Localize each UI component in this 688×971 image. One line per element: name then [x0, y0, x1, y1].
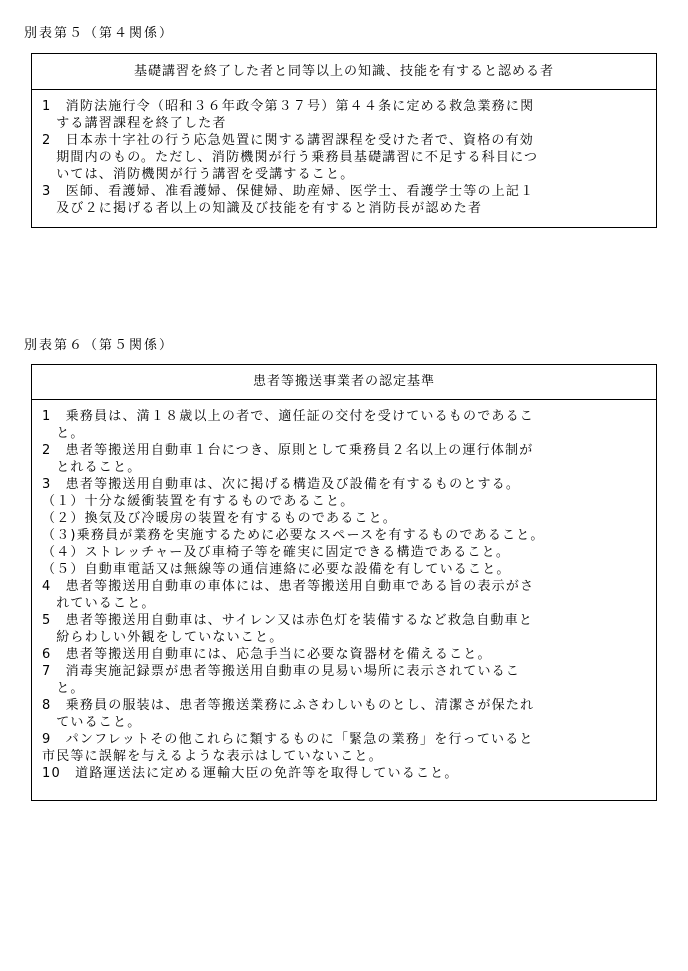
table2-body [32, 400, 656, 782]
list-item: 1 消防法施行令（昭和３６年政令第３７号）第４４条に定める救急業務に関 [42, 99, 535, 114]
list-item: 2 日本赤十字社の行う応急処置に関する講習課程を受けた者で、資格の有効 [42, 133, 535, 148]
table2-header: 患者等搬送事業者の認定基準 [32, 365, 656, 400]
list-item: （４）ストレッチャー及び車椅子等を確実に固定できる構造であること。 [42, 545, 511, 560]
list-item: 及び２に掲げる者以上の知識及び技能を有すると消防長が認めた者 [42, 201, 483, 216]
list-item: 7 消毒実施記録票が患者等搬送用自動車の見易い場所に表示されているこ [42, 664, 521, 679]
list-item: 4 患者等搬送用自動車の車体には、患者等搬送用自動車である旨の表示がさ [42, 579, 535, 594]
list-item: 6 患者等搬送用自動車には、応急手当に必要な資器材を備えること。 [42, 647, 492, 662]
list-item: （２）換気及び冷暖房の装置を有するものであること。 [42, 511, 398, 526]
list-item: ていること。 [42, 715, 142, 730]
list-item: 市民等に誤解を与えるような表示はしていないこと。 [42, 749, 383, 764]
list-item: 期間内のもの。ただし、消防機関が行う乗務員基礎講習に不足する科目につ [42, 150, 539, 165]
table1-body [32, 90, 656, 217]
list-item: 2 患者等搬送用自動車１台につき、原則として乗務員２名以上の運行体制が [42, 443, 534, 458]
list-item: 10 道路運送法に定める運輸大臣の免許等を取得していること。 [42, 766, 459, 781]
list-item: （３)乗務員が業務を実施するために必要なスペースを有するものであること。 [42, 528, 545, 543]
list-item: 3 患者等搬送用自動車は、次に掲げる構造及び設備を有するものとする。 [42, 477, 521, 492]
list-item: と。 [42, 681, 85, 696]
list-item: （１）十分な緩衝装置を有するものであること。 [42, 494, 355, 509]
table2-caption: 別表第６（第５関係） [24, 338, 175, 353]
table2 [31, 364, 657, 801]
list-item: 3 医師、看護婦、准看護婦、保健婦、助産婦、医学士、看護学士等の上記１ [42, 184, 535, 199]
list-item: 9 パンフレットその他これらに類するものに「緊急の業務」を行っていると [42, 732, 534, 747]
list-item: とれること。 [42, 460, 142, 475]
table1-header: 基礎講習を終了した者と同等以上の知識、技能を有すると認める者 [32, 54, 656, 90]
table1-caption: 別表第５（第４関係） [24, 26, 175, 41]
list-item: 紛らわしい外観をしていないこと。 [42, 630, 284, 645]
list-item: と。 [42, 426, 85, 441]
list-item: （５）自動車電話又は無線等の通信連絡に必要な設備を有していること。 [42, 562, 511, 577]
table1 [31, 53, 657, 228]
list-item: いては、消防機関が行う講習を受講すること。 [42, 167, 355, 182]
list-item: れていること。 [42, 596, 156, 611]
list-item: 8 乗務員の服装は、患者等搬送業務にふさわしいものとし、清潔さが保たれ [42, 698, 535, 713]
list-item: する講習課程を終了した者 [42, 116, 227, 131]
list-item: 1 乗務員は、満１８歳以上の者で、適任証の交付を受けているものであるこ [42, 409, 535, 424]
list-item: 5 患者等搬送用自動車は、サイレン又は赤色灯を装備するなど救急自動車と [42, 613, 534, 628]
